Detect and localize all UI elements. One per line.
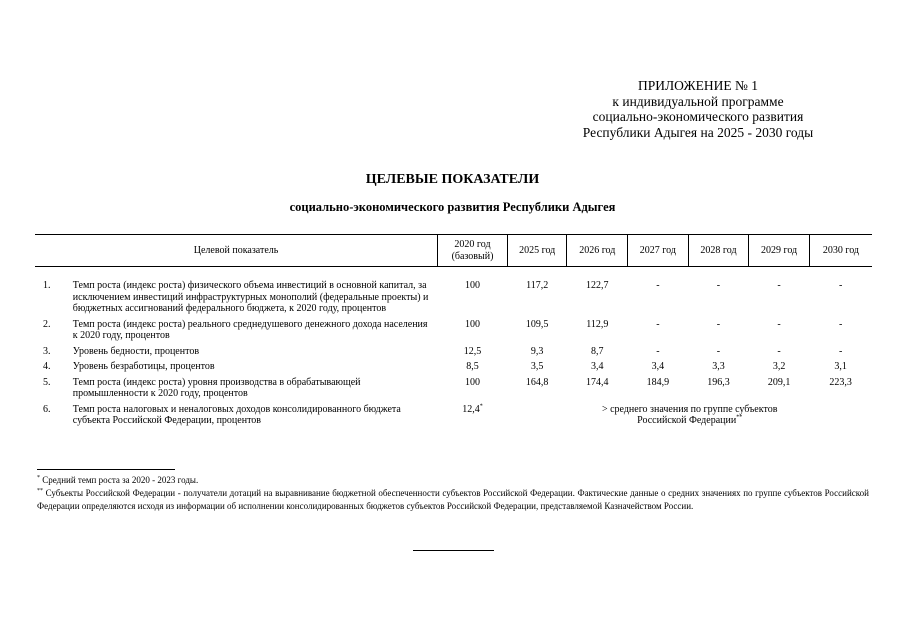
cell-2030: 3,1	[834, 361, 847, 372]
cell-2026: 3,4	[591, 361, 604, 372]
cell-2029: -	[777, 345, 781, 357]
row-number: 2.	[43, 318, 51, 330]
cell-2020-value: 12,4	[462, 403, 480, 415]
document-subtitle: социально-экономического развития Республики Адыгея	[289, 200, 616, 214]
cell-2025: 109,5	[525, 318, 549, 330]
cell-2020: 8,5	[466, 361, 479, 372]
cell-2020: 100	[465, 318, 480, 330]
footnote-2-mark: **	[37, 488, 43, 494]
cell-2027: -	[656, 280, 660, 291]
appendix-header	[548, 78, 848, 140]
footnote-1	[37, 474, 869, 487]
cell-2026: 112,9	[586, 318, 609, 330]
header-2025: 2025 год	[507, 235, 567, 267]
end-divider	[413, 550, 494, 551]
cell-2027: -	[656, 318, 660, 330]
span-note-text: Российской Федерации	[637, 415, 737, 426]
row-indicator: Темп роста (индекс роста) уровня производства в обрабатывающей промышленности к 2020 году, процентов	[72, 376, 361, 399]
cell-2020: 100	[465, 376, 480, 388]
table-row	[35, 346, 872, 362]
cell-2020	[438, 404, 508, 431]
cell-2029: -	[777, 318, 781, 330]
row-indicator: Темп роста налоговых и неналоговых доходов консолидированного бюджета субъекта Российской Федерации, процентов	[72, 403, 401, 426]
row-number: 4.	[43, 361, 51, 372]
cell-2030: -	[839, 280, 843, 291]
footnote-divider	[37, 469, 175, 470]
header-indicator: Целевой показатель	[35, 235, 438, 267]
cell-2029: -	[777, 280, 781, 291]
cell-2029: 3,2	[772, 361, 786, 372]
header-2020-year: 2020 год	[454, 239, 491, 250]
row-indicator: Уровень безработицы, процентов	[72, 361, 215, 372]
header-2029: 2029 год	[749, 235, 810, 267]
cell-2027: 184,9	[646, 376, 670, 388]
header-2028: 2028 год	[688, 235, 749, 267]
appendix-line-2: к индивидуальной программе	[612, 93, 784, 109]
cell-2030: -	[839, 345, 843, 357]
row-number: 1.	[43, 280, 51, 291]
cell-2030: -	[839, 318, 843, 330]
document-title: ЦЕЛЕВЫЕ ПОКАЗАТЕЛИ	[365, 172, 540, 187]
cell-2027: 3,4	[651, 361, 665, 372]
header-2026: 2026 год	[567, 235, 628, 267]
cell-2028: 196,3	[707, 376, 730, 388]
row-number: 6.	[43, 403, 51, 415]
cell-2027: -	[656, 345, 660, 357]
table-row	[35, 361, 872, 377]
table-row	[35, 404, 872, 431]
cell-2025: 164,8	[525, 376, 549, 388]
table-header-row	[35, 235, 872, 267]
cell-2026: 8,7	[591, 345, 604, 357]
cell-2026: 122,7	[586, 280, 609, 291]
footnote-2-text: Субъекты Российской Федерации - получатели дотаций на выравнивание бюджетной обеспеченности субъектов Российской Федерации. Фактические данные о средних значениях по группе субъектов Российской Федерации определяются исходя из информации об исполнении консолидированных бюджетов субъектов Российской Федерации, представляемой Казначейством России.	[37, 488, 870, 511]
header-2020-base: (базовый)	[451, 250, 494, 262]
cell-2025: 9,3	[530, 345, 544, 357]
cell-2030: 223,3	[829, 376, 852, 388]
cell-2025: 117,2	[526, 280, 549, 291]
cell-2020: 12,5	[463, 345, 482, 357]
row-number: 5.	[43, 376, 51, 388]
header-2020	[438, 235, 508, 267]
table-row	[35, 267, 872, 319]
footnote-2	[37, 487, 869, 512]
cell-2026: 174,4	[586, 376, 609, 388]
table-row	[35, 319, 872, 346]
indicators-table	[35, 234, 872, 431]
cell-span-note	[507, 404, 872, 431]
cell-2028: -	[716, 318, 721, 330]
span-note-line-2	[509, 415, 870, 427]
footnote-1-text: Средний темп роста за 2020 - 2023 годы.	[42, 475, 199, 485]
row-indicator: Темп роста (индекс роста) реального среднедушевого денежного дохода населения к 2020 году, процентов	[72, 318, 428, 341]
cell-2028: -	[716, 280, 721, 291]
appendix-line-3: социально-экономического развития	[592, 109, 804, 124]
appendix-number: ПРИЛОЖЕНИЕ № 1	[637, 78, 759, 93]
cell-2029: 209,1	[767, 376, 791, 388]
row-number: 3.	[43, 345, 51, 357]
span-note-line-1: > среднего значения по группе субъектов	[601, 403, 778, 415]
table-row	[35, 377, 872, 404]
cell-2025: 3,5	[530, 361, 544, 372]
row-indicator: Темп роста (индекс роста) физического объема инвестиций в основной капитал, за исключением инвестиций инфраструктурных монополий (федеральные проекты) и бюджетных ассигнований федерального бюджета, к 2020 году, процентов	[72, 280, 429, 314]
header-2027: 2027 год	[628, 235, 689, 267]
cell-2028: -	[716, 345, 721, 357]
footnote-ref-2: **	[736, 414, 743, 421]
row-indicator: Уровень бедности, процентов	[72, 345, 200, 357]
cell-2020: 100	[465, 280, 480, 291]
appendix-line-4: Республики Адыгея на 2025 - 2030 годы	[582, 124, 814, 140]
cell-2028: 3,3	[712, 361, 725, 372]
header-2030: 2030 год	[809, 235, 872, 267]
footnote-ref-1: *	[479, 403, 483, 410]
footnote-1-mark: *	[37, 475, 40, 481]
